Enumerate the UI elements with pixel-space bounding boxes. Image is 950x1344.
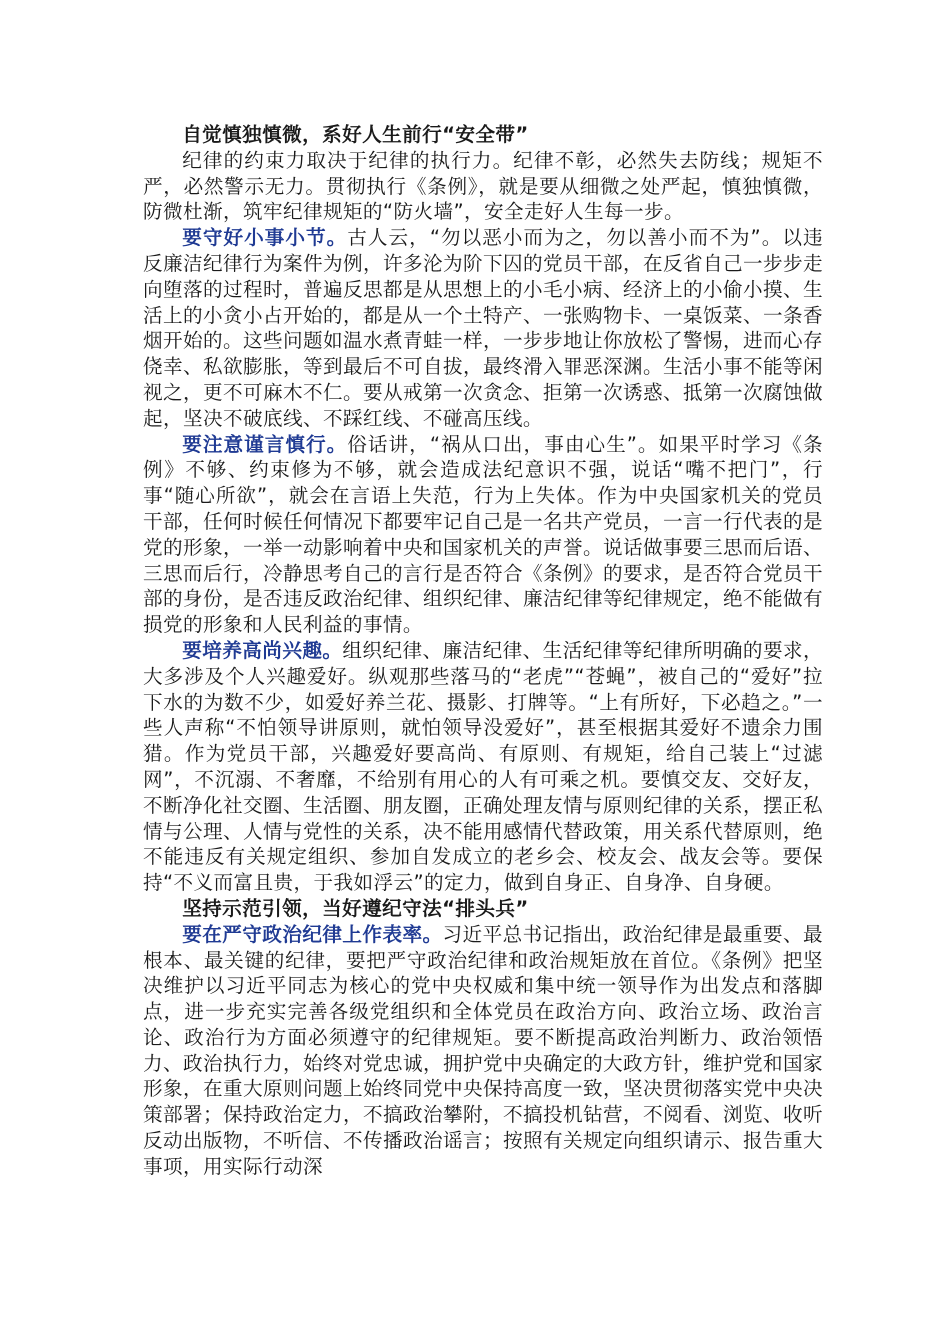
paragraph-lead: 要守好小事小节。 xyxy=(182,226,348,250)
section-heading: 坚持示范引领，当好遵纪守法“排头兵” xyxy=(182,896,529,920)
paragraph-careful-speech xyxy=(143,432,823,638)
paragraph-body: 习近平总书记指出，政治纪律是最重要、最根本、最关键的纪律，要把严守政治纪律和政治规矩放在首位。《条例》把坚决维护以习近平同志为核心的党中央权威和集中统一领导作为出发点和落脚点，进一步充实完善各级党组织和全体党员在政治方向、政治立场、政治言论、政治行为方面必须遵守的纪律规矩。要不断提高政治判断力、政治领悟力、政治执行力，始终对党忠诚，拥护党中央确定的大政方针，维护党和国家形象，在重大原则问题上始终同党中央保持高度一致，坚决贯彻落实党中央决策部署；保持政治定力，不搞政治攀附，不搞投机钻营，不阅看、浏览、收听反动出版物，不听信、不传播政治谣言；按照有关规定向组织请示、报告重大事项，用实际行动深 xyxy=(143,922,823,1178)
paragraph-body: 组织纪律、廉洁纪律、生活纪律等纪律所明确的要求，大多涉及个人兴趣爱好。纵观那些落马的“老虎”“苍蝇”，被自己的“爱好”拉下水的为数不少，如爱好养兰花、摄影、打牌等。“上有所好，下必趋之。”一些人声称“不怕领导讲原则，就怕领导没爱好”，甚至根据其爱好不遗余力围猎。作为党员干部，兴趣爱好要高尚、有原则、有规矩，给自己装上“过滤网”，不沉溺、不奢靡，不给别有用心的人有可乘之机。要慎交友、交好友，不断净化社交圈、生活圈、朋友圈，正确处理友情与原则纪律的关系，摆正私情与公理、人情与党性的关系，决不能用感情代替政策，用关系代替原则，绝不能违反有关规定组织、参加自发成立的老乡会、校友会、战友会等。要保持“不义而富且贵，于我如浮云”的定力，做到自身正、自身净、自身硬。 xyxy=(143,638,823,895)
paragraph-small-matters xyxy=(143,225,823,431)
section-heading: 自觉慎独慎微，系好人生前行“安全带” xyxy=(182,123,529,146)
paragraph-political-discipline xyxy=(143,922,823,1180)
paragraph-noble-interests xyxy=(143,638,823,896)
paragraph-body: 俗话讲，“祸从口出，事由心生”。如果平时学习《条例》不够、约束修为不够，就会造成法纪意识不强，说话“嘴不把门”，行事“随心所欲”，就会在言语上失范，行为上失体。作为中央国家机关的党员干部，任何时候任何情况下都要牢记自己是一名共产党员，一言一行代表的是党的形象，一举一动影响着中央和国家机关的声誉。说话做事要三思而后语、三思而后行，冷静思考自己的言行是否符合《条例》的要求，是否符合党员干部的身份，是否违反政治纪律、组织纪律、廉洁纪律等纪律规定，绝不能做有损党的形象和人民利益的事情。 xyxy=(143,432,824,637)
document-page xyxy=(143,122,823,1180)
paragraph-lead: 要培养高尚兴趣。 xyxy=(182,638,343,662)
paragraph-lead: 要注意谨言慎行。 xyxy=(182,432,348,456)
paragraph-lead: 要在严守政治纪律上作表率。 xyxy=(182,922,443,946)
paragraph-body: 古人云，“勿以恶小而为之，勿以善小而不为”。以违反廉洁纪律行为案件为例，许多沦为阶下囚的党员干部，在反省自己一步步走向堕落的过程时，普遍反思都是从思想上的小毛小病、经济上的小偷小摸、生活上的小贪小占开始的，都是从一个土特产、一张购物卡、一桌饭菜、一条香烟开始的。这些问题如温水煮青蛙一样，一步步地让你放松了警惕，进而心存侥幸、私欲膨胀，等到最后不可自拔，最终滑入罪恶深渊。生活小事不能等闲视之，更不可麻木不仁。要从戒第一次贪念、拒第一次诱惑、抵第一次腐蚀做起，坚决不破底线、不踩红线、不碰高压线。 xyxy=(143,226,824,430)
intro-paragraph: 纪律的约束力取决于纪律的执行力。纪律不彰，必然失去防线；规矩不严，必然警示无力。贯彻执行《条例》，就是要从细微之处严起，慎独慎微，防微杜渐，筑牢纪律规矩的“防火墙”，安全走好人生每一步。 xyxy=(143,148,823,224)
